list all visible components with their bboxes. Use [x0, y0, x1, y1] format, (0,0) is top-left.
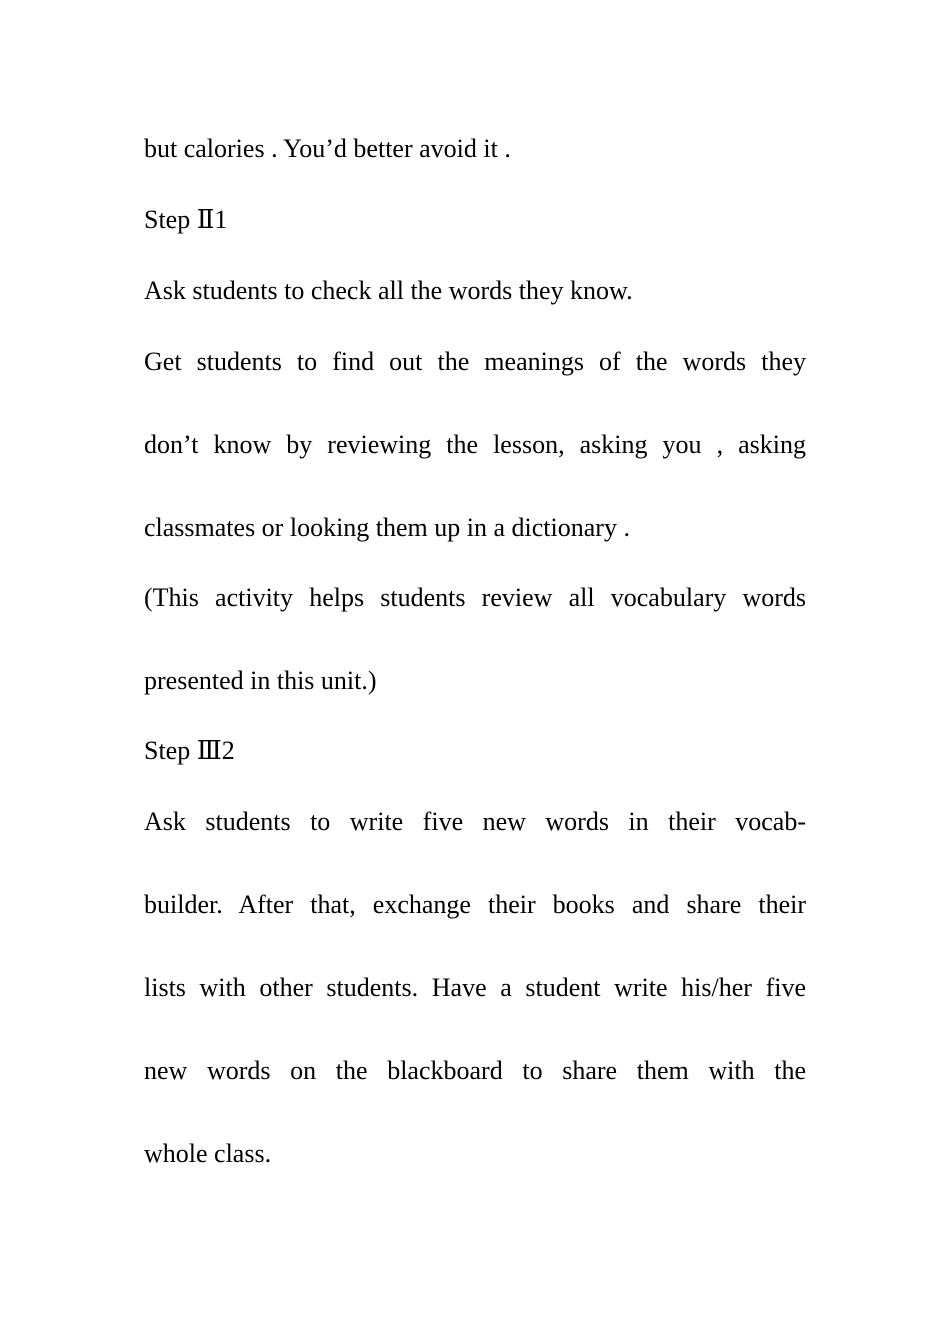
note-line: presented in this unit.)	[144, 666, 377, 695]
paragraph-line: don’t know by reviewing the lesson, asking you , asking	[144, 430, 806, 459]
line-continuation: but calories . You’d better avoid it .	[144, 134, 511, 163]
paragraph-line: Get students to find out the meanings of the words they	[144, 347, 806, 376]
step-3-heading: Step Ⅲ2	[144, 736, 235, 765]
step-2-note	[144, 556, 806, 722]
step-2-paragraph	[144, 320, 806, 569]
step-3-paragraph	[144, 780, 806, 1195]
paragraph-line: builder. After that, exchange their books and share their	[144, 890, 806, 919]
paragraph-line: whole class.	[144, 1139, 272, 1168]
step-2-heading: Step Ⅱ1	[144, 205, 228, 234]
note-line: (This activity helps students review all vocabulary words	[144, 583, 806, 612]
paragraph-line: Ask students to write five new words in their vocab-	[144, 807, 806, 836]
paragraph-line: new words on the blackboard to share them with the	[144, 1056, 806, 1085]
step-2-instruction: Ask students to check all the words they know.	[144, 276, 633, 305]
paragraph-line: classmates or looking them up in a dictionary .	[144, 513, 630, 542]
paragraph-line: lists with other students. Have a student write his/her five	[144, 973, 806, 1002]
